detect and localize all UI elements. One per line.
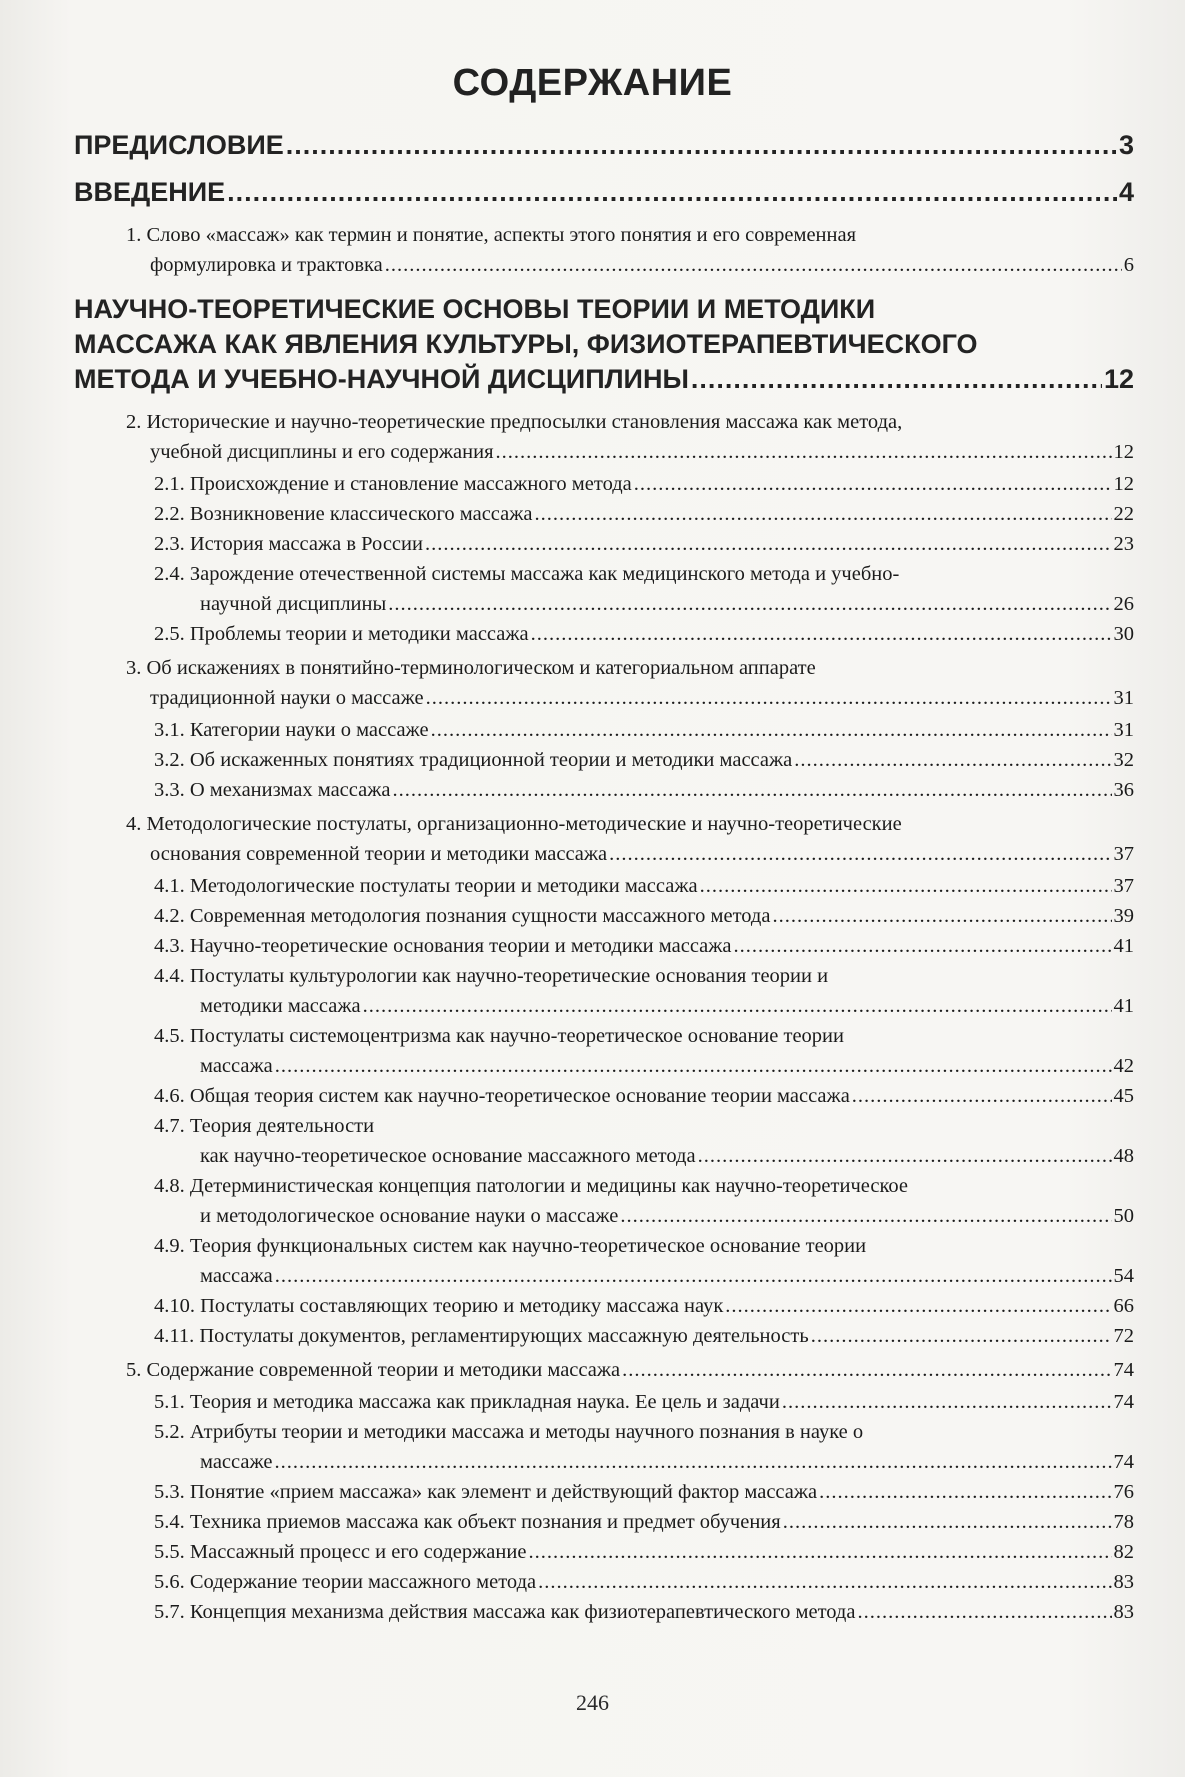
toc-page-number: 74 — [1113, 1391, 1134, 1413]
dot-leader — [538, 1567, 1111, 1597]
dot-leader — [698, 1141, 1112, 1171]
toc-page-number: 26 — [1113, 593, 1134, 615]
toc-entry-text: традиционной науки о массаже — [150, 687, 424, 709]
toc-page-number: 41 — [1113, 935, 1134, 957]
toc-entry-text: 5.3. Понятие «прием массажа» как элемент и действующий фактор массажа — [154, 1481, 818, 1503]
dot-leader — [783, 1507, 1112, 1537]
toc-entry-text: 4.5. Постулаты системоцентризма как научно-теоретическое основание теории — [154, 1025, 844, 1047]
toc-entry — [74, 128, 1134, 163]
toc-entry — [154, 961, 1134, 1021]
toc-entry-text: 3. Об искажениях в понятийно-терминологическом и категориальном аппарате — [126, 657, 816, 679]
dot-leader — [609, 839, 1111, 869]
toc-entry — [154, 1231, 1134, 1291]
toc-page-number: 37 — [1113, 875, 1134, 897]
toc-entry-text: 4.8. Детерминистическая концепция патологии и медицины как научно-теоретическое — [154, 1175, 908, 1197]
toc-page-number: 30 — [1113, 623, 1134, 645]
dot-leader — [274, 1447, 1111, 1477]
toc-page-number: 54 — [1113, 1265, 1134, 1287]
toc-entry-text: 5.6. Содержание теории массажного метода — [154, 1571, 537, 1593]
toc-entry — [154, 1171, 1134, 1231]
toc-page-number: 23 — [1113, 533, 1134, 555]
toc-entry-text: 2.4. Зарождение отечественной системы массажа как медицинского метода и учебно- — [154, 563, 900, 585]
toc-page-number: 22 — [1113, 503, 1134, 525]
toc-page-number: 32 — [1113, 749, 1134, 771]
dot-leader — [426, 683, 1112, 713]
page-title: СОДЕРЖАНИЕ — [452, 62, 733, 104]
toc-entry — [126, 809, 1134, 869]
table-of-contents — [74, 128, 1134, 1627]
toc-entry-text: 5.2. Атрибуты теории и методики массажа и методы научного познания в науке о — [154, 1421, 864, 1443]
dot-leader — [691, 362, 1102, 397]
toc-entry — [154, 1081, 1134, 1111]
toc-page-number: 83 — [1113, 1601, 1134, 1623]
toc-entry-text: НАУЧНО-ТЕОРЕТИЧЕСКИЕ ОСНОВЫ ТЕОРИИ И МЕТОДИКИ — [74, 294, 876, 324]
toc-entry-text: 5. Содержание современной теории и методики массажа — [126, 1359, 621, 1381]
toc-entry — [154, 1417, 1134, 1477]
toc-page-number: 12 — [1103, 364, 1134, 394]
toc-entry-text: научной дисциплины — [200, 593, 387, 615]
dot-leader — [431, 715, 1112, 745]
toc-page-number: 45 — [1113, 1085, 1134, 1107]
dot-leader — [275, 1051, 1112, 1081]
toc-entry — [154, 1111, 1134, 1171]
toc-entry-text: 4.11. Постулаты документов, регламентирующих массажную деятельность — [154, 1325, 809, 1347]
toc-page-number: 3 — [1118, 130, 1134, 160]
toc-entry — [154, 745, 1134, 775]
toc-entry-text: ВВЕДЕНИЕ — [74, 177, 226, 207]
dot-leader — [531, 619, 1112, 649]
toc-entry — [154, 1021, 1134, 1081]
toc-entry — [126, 1355, 1134, 1385]
toc-entry-text: 2.5. Проблемы теории и методики массажа — [154, 623, 529, 645]
toc-page-number: 12 — [1113, 441, 1134, 463]
toc-entry-text: 5.1. Теория и методика массажа как прикладная наука. Ее цель и задачи — [154, 1391, 780, 1413]
toc-page-number: 83 — [1113, 1571, 1134, 1593]
toc-entry — [154, 1567, 1134, 1597]
toc-entry-text: 4.2. Современная методология познания сущности массажного метода — [154, 905, 771, 927]
toc-entry — [126, 407, 1134, 467]
dot-leader — [496, 437, 1112, 467]
toc-entry-text: МАССАЖА КАК ЯВЛЕНИЯ КУЛЬТУРЫ, ФИЗИОТЕРАПЕВТИЧЕСКОГО — [74, 329, 978, 359]
toc-entry-text: 4.9. Теория функциональных систем как научно-теоретическое основание теории — [154, 1235, 867, 1257]
dot-leader — [528, 1537, 1111, 1567]
toc-page-number: 42 — [1113, 1055, 1134, 1077]
toc-entry-text: 4.3. Научно-теоретические основания теории и методики массажа — [154, 935, 732, 957]
toc-page-number: 66 — [1113, 1295, 1134, 1317]
toc-entry-text: 5.4. Техника приемов массажа как объект познания и предмет обучения — [154, 1511, 781, 1533]
toc-entry — [154, 1291, 1134, 1321]
dot-leader — [725, 1291, 1111, 1321]
toc-page-number: 50 — [1113, 1205, 1134, 1227]
dot-leader — [425, 529, 1112, 559]
dot-leader — [227, 175, 1117, 210]
toc-entry — [154, 1537, 1134, 1567]
toc-page-number: 76 — [1113, 1481, 1134, 1503]
toc-entry — [154, 715, 1134, 745]
toc-page-number: 31 — [1113, 719, 1134, 741]
dot-leader — [620, 1201, 1111, 1231]
toc-entry-text: 3.2. Об искаженных понятиях традиционной теории и методики массажа — [154, 749, 793, 771]
toc-entry — [154, 1387, 1134, 1417]
toc-entry — [154, 1597, 1134, 1627]
toc-entry-text: 4. Методологические постулаты, организационно-методические и научно-теоретические — [126, 813, 902, 835]
toc-entry-text: 1. Слово «массаж» как термин и понятие, аспекты этого понятия и его современная — [126, 224, 857, 246]
toc-entry-text: массажа — [200, 1265, 273, 1287]
toc-entry-text: 4.6. Общая теория систем как научно-теоретическое основание теории массажа — [154, 1085, 850, 1107]
dot-leader — [363, 991, 1112, 1021]
toc-page-number: 39 — [1113, 905, 1134, 927]
dot-leader — [388, 589, 1111, 619]
toc-entry — [154, 469, 1134, 499]
dot-leader — [535, 499, 1112, 529]
toc-entry — [154, 529, 1134, 559]
toc-entry — [154, 1507, 1134, 1537]
toc-page-number: 41 — [1113, 995, 1134, 1017]
dot-leader — [782, 1387, 1112, 1417]
toc-entry-text: 4.10. Постулаты составляющих теорию и методику массажа наук — [154, 1295, 724, 1317]
dot-leader — [286, 128, 1117, 163]
toc-page-number: 82 — [1113, 1541, 1134, 1563]
toc-entry-text: массажа — [200, 1055, 273, 1077]
dot-leader — [392, 775, 1111, 805]
dot-leader — [811, 1321, 1112, 1351]
toc-entry-text: 4.4. Постулаты культурологии как научно-теоретические основания теории и — [154, 965, 829, 987]
page-number: 246 — [576, 1690, 609, 1715]
dot-leader — [852, 1081, 1112, 1111]
dot-leader — [634, 469, 1112, 499]
dot-leader — [700, 871, 1112, 901]
toc-entry — [154, 1321, 1134, 1351]
dot-leader — [734, 931, 1112, 961]
toc-page-number: 72 — [1113, 1325, 1134, 1347]
toc-page-number: 4 — [1118, 177, 1134, 207]
toc-page-number: 78 — [1113, 1511, 1134, 1533]
toc-entry-text: основания современной теории и методики массажа — [150, 843, 608, 865]
toc-page-number: 31 — [1113, 687, 1134, 709]
dot-leader — [857, 1597, 1111, 1627]
toc-entry — [154, 901, 1134, 931]
toc-entry-text: 2.1. Происхождение и становление массажного метода — [154, 473, 632, 495]
toc-entry-text: учебной дисциплины и его содержания — [150, 441, 494, 463]
toc-entry-text: 4.7. Теория деятельности — [154, 1115, 375, 1137]
toc-page-number: 12 — [1113, 473, 1134, 495]
dot-leader — [819, 1477, 1111, 1507]
toc-page-number: 36 — [1113, 779, 1134, 801]
toc-entry — [126, 220, 1134, 280]
toc-entry-text: МЕТОДА И УЧЕБНО-НАУЧНОЙ ДИСЦИПЛИНЫ — [74, 364, 689, 394]
toc-entry-text: 5.7. Концепция механизма действия массажа как физиотерапевтического метода — [154, 1601, 856, 1623]
toc-entry — [154, 619, 1134, 649]
toc-entry — [74, 175, 1134, 210]
toc-entry — [154, 775, 1134, 805]
toc-entry-text: 5.5. Массажный процесс и его содержание — [154, 1541, 527, 1563]
dot-leader — [385, 250, 1122, 280]
toc-entry-text: 3.1. Категории науки о массаже — [154, 719, 429, 741]
toc-entry-text: массаже — [200, 1451, 273, 1473]
toc-page-number: 37 — [1113, 843, 1134, 865]
dot-leader — [275, 1261, 1112, 1291]
dot-leader — [622, 1355, 1111, 1385]
toc-entry-text: и методологическое основание науки о массаже — [200, 1205, 619, 1227]
dot-leader — [772, 901, 1111, 931]
dot-leader — [794, 745, 1111, 775]
toc-entry-text: формулировка и трактовка — [150, 254, 383, 276]
toc-page-number: 48 — [1113, 1145, 1134, 1167]
toc-entry — [154, 1477, 1134, 1507]
toc-entry — [154, 499, 1134, 529]
toc-entry — [154, 559, 1134, 619]
toc-entry-text: 2.2. Возникновение классического массажа — [154, 503, 533, 525]
toc-entry — [154, 871, 1134, 901]
toc-entry-text: 2.3. История массажа в России — [154, 533, 423, 555]
toc-entry-text: 4.1. Методологические постулаты теории и методики массажа — [154, 875, 698, 897]
toc-entry-text: методики массажа — [200, 995, 361, 1017]
toc-page-number: 74 — [1113, 1451, 1134, 1473]
toc-entry-text: 2. Исторические и научно-теоретические предпосылки становления массажа как метода, — [126, 411, 903, 433]
toc-entry — [126, 653, 1134, 713]
toc-entry-text: как научно-теоретическое основание массажного метода — [200, 1145, 696, 1167]
toc-entry-text: 3.3. О механизмах массажа — [154, 779, 391, 801]
toc-page-number: 74 — [1113, 1359, 1134, 1381]
toc-entry — [74, 292, 1134, 397]
toc-page-number: 6 — [1123, 254, 1134, 276]
toc-entry-text: ПРЕДИСЛОВИЕ — [74, 130, 284, 160]
toc-entry — [154, 931, 1134, 961]
